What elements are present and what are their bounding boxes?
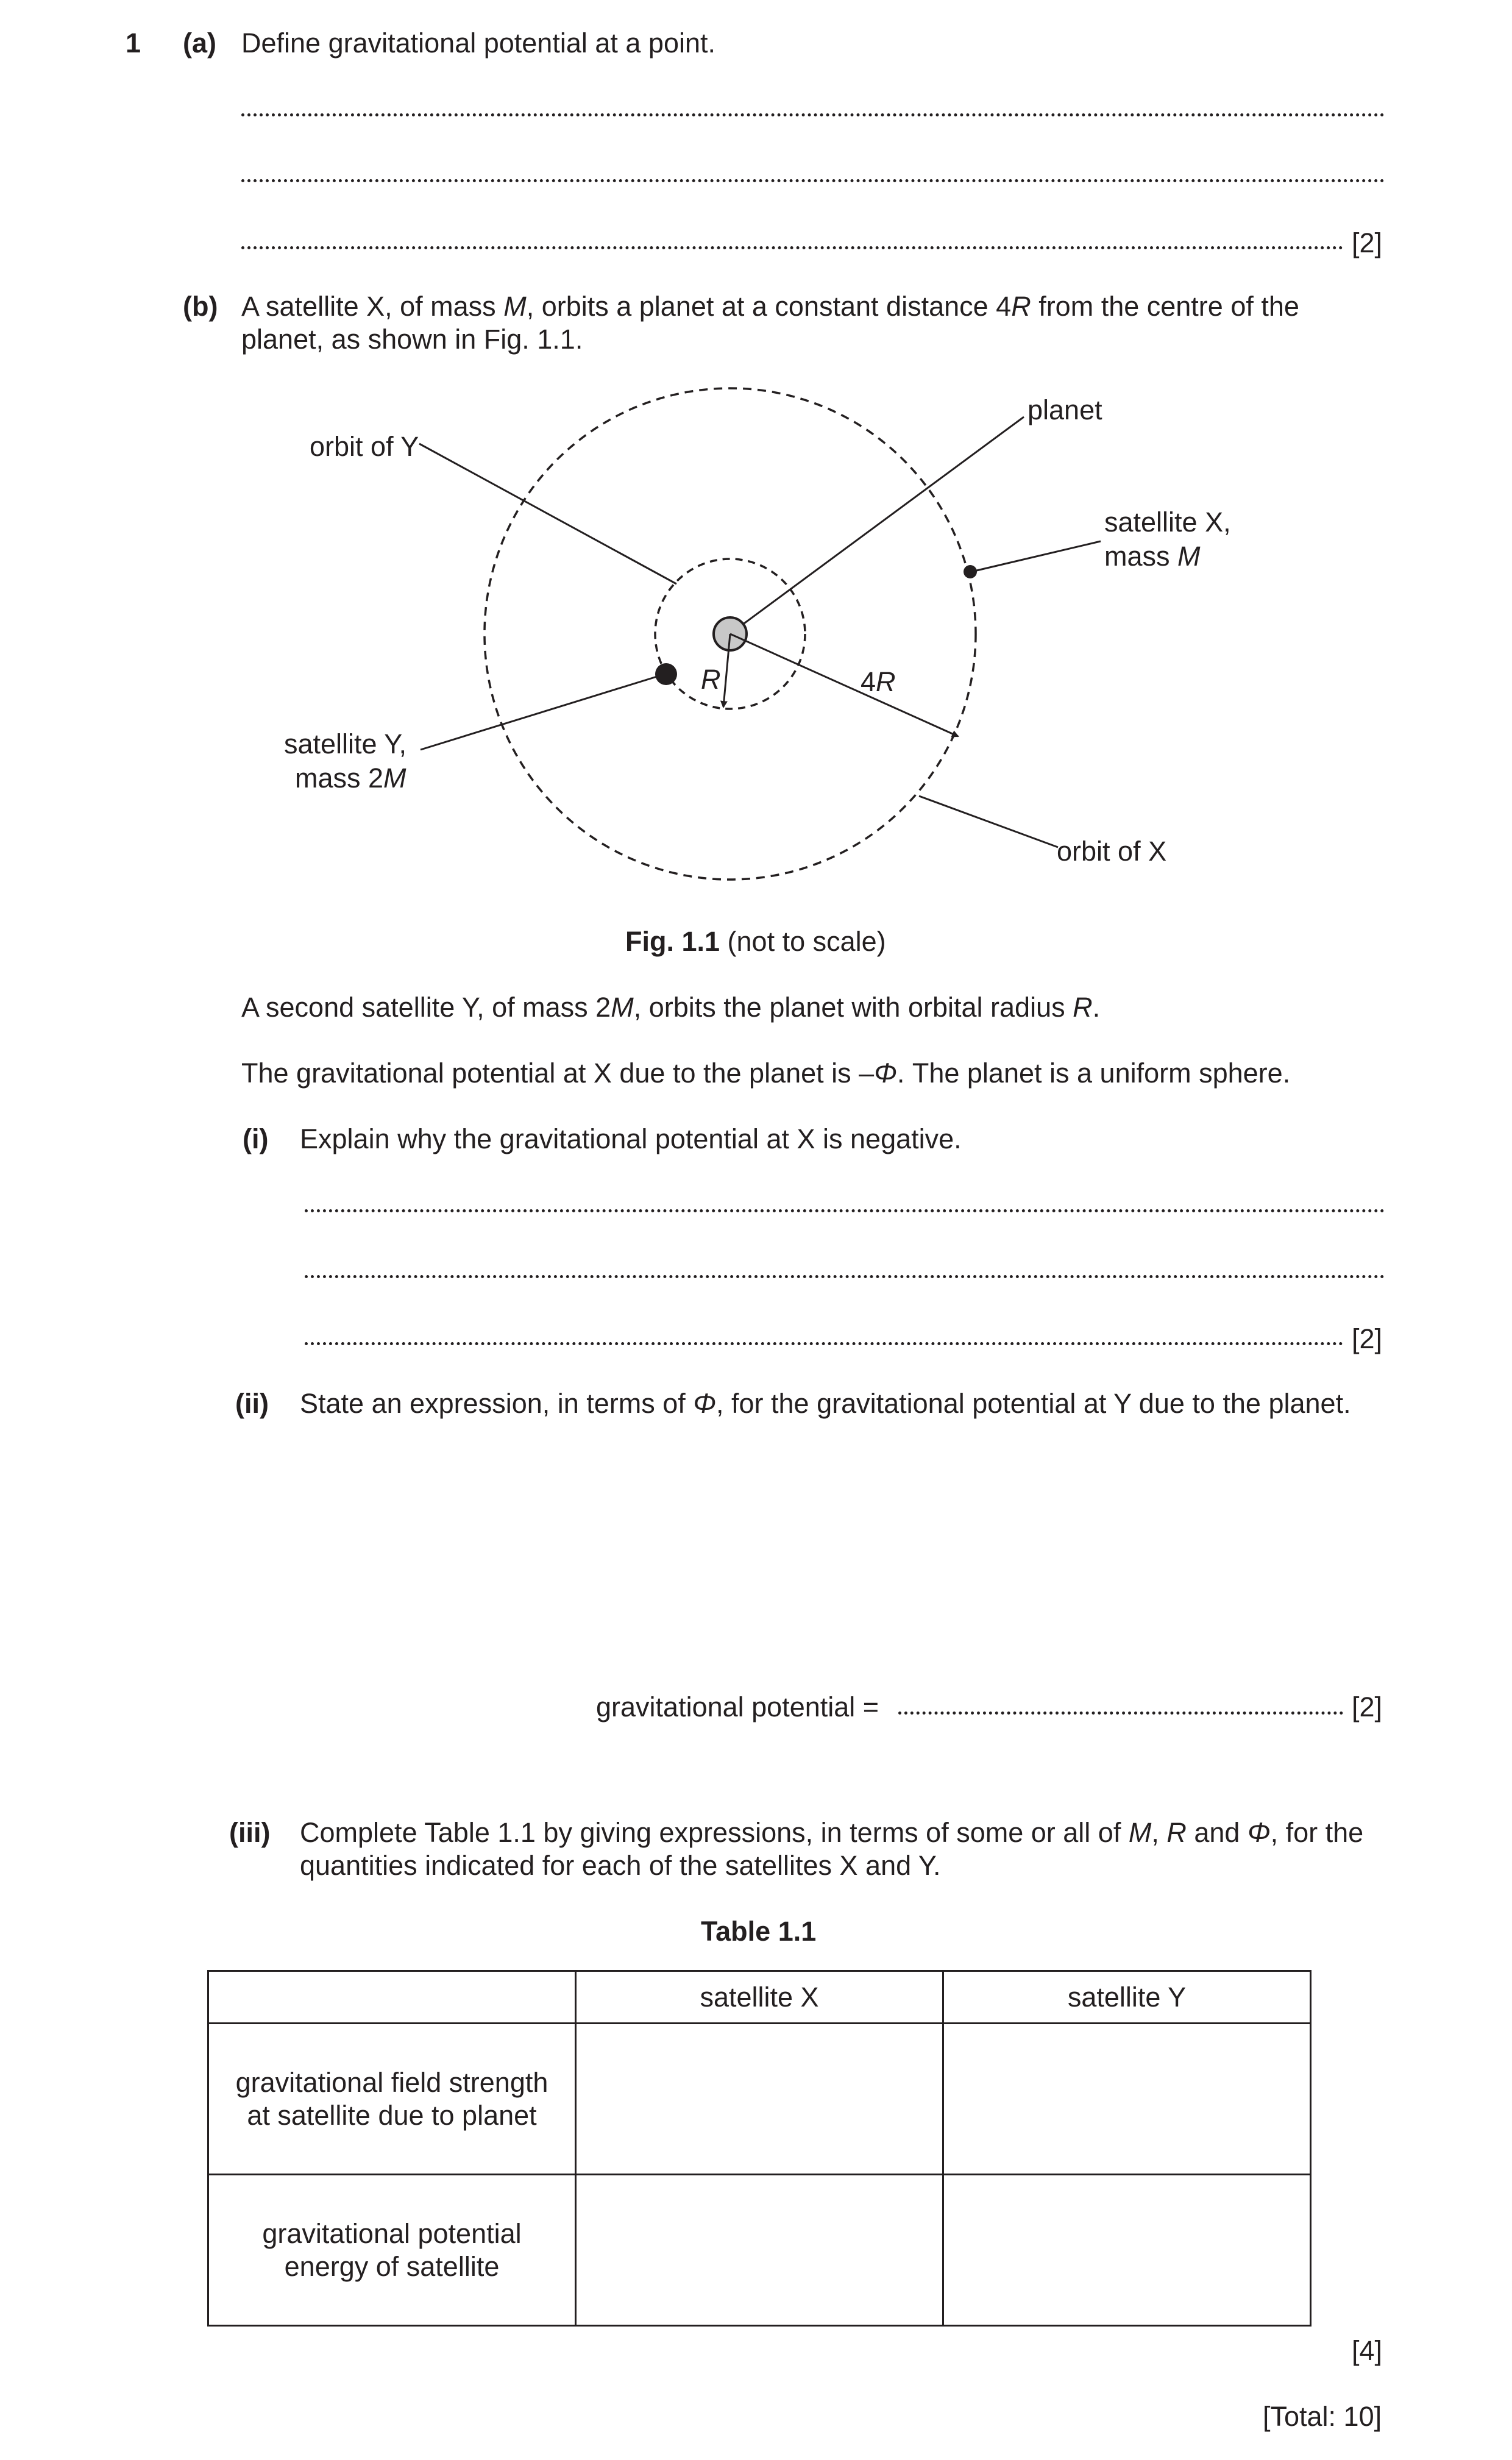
potential-text-phi: Φ [874,1058,897,1089]
question-number: 1 [126,27,141,59]
question-total: [Total: 10] [1263,2401,1382,2432]
part-b-iii-prompt-2: , for the [1270,1817,1364,1848]
label-satellite-y-1: satellite Y, [284,728,406,759]
part-b-iii-prompt-phi: Φ [1247,1817,1271,1848]
figure-caption-label: Fig. 1.1 [625,926,720,957]
leader-planet [742,417,1024,625]
table-header-row [208,1971,1311,2024]
part-b-intro-mass: M [503,291,527,322]
part-b-ii-prompt-2: , for the gravitational potential at Y due to the planet. [716,1388,1351,1419]
table-corner-cell [208,1971,576,2024]
table-row-label-potential-energy [208,2175,576,2326]
potential-text-1: The gravitational potential at X due to the planet is – [241,1058,875,1089]
part-b-i-prompt: Explain why the gravitational potential at X is negative. [300,1123,962,1154]
satellite-y-text-1: A second satellite Y, of mass 2 [241,992,611,1023]
label-satellite-x-2 [1104,541,1201,572]
part-b-ii-label: (ii) [235,1388,269,1419]
table-row-potential-energy [208,2175,1311,2326]
row2-label-line2: energy of satellite [284,2250,500,2282]
part-a-prompt: Define gravitational potential at a point. [241,27,716,59]
part-b-ii-marks: [2] [1352,1691,1383,1722]
part-b-iii-prompt [300,1816,1385,1849]
answer-line-a-1[interactable] [241,113,1385,116]
label-4r-number: 4 [861,666,876,697]
part-b-intro-text-1: A satellite X, of mass [241,291,504,322]
table-title: Table 1.1 [701,1916,817,1947]
radius-4r-arrow [730,634,958,736]
part-b-ii-prompt-phi: Φ [693,1388,716,1419]
part-b-iii-prompt-radius: R [1166,1817,1187,1848]
label-satellite-x-mass: mass [1104,541,1178,572]
satellite-y-text-2: , orbits the planet with orbital radius [633,992,1073,1023]
table-row-label-field-strength [208,2024,576,2175]
part-b-iii-prompt-and: and [1186,1817,1248,1848]
table-cell-potential-energy-x[interactable] [576,2175,943,2326]
satellite-y-text-radius: R [1073,992,1093,1023]
part-b-iii-marks: [4] [1352,2335,1383,2366]
table-header-satellite-y: satellite Y [943,1971,1311,2024]
label-planet: planet [1028,394,1102,425]
part-b-label: (b) [183,291,218,322]
part-b-iii-prompt-1: Complete Table 1.1 by giving expressions, in terms of some or all of [300,1817,1129,1848]
figure-caption [625,925,886,958]
part-b-iii-label: (iii) [229,1817,271,1848]
row1-label-line2: at satellite due to planet [247,2099,537,2131]
orbit-diagram [0,366,1512,975]
part-b-intro-text-3: from the centre of the [1031,291,1299,322]
table-cell-potential-energy-y[interactable] [943,2175,1311,2326]
part-b-ii-prompt-1: State an expression, in terms of [300,1388,694,1419]
part-a-label: (a) [183,27,216,59]
results-table [207,1970,1311,2327]
answer-line-b-i-3[interactable] [305,1342,1343,1345]
satellite-y-text-mass: M [611,992,634,1023]
part-b-iii-prompt-line2: quantities indicated for each of the satellites X and Y. [300,1850,941,1881]
table-header-satellite-x: satellite X [576,1971,943,2024]
part-b-i-label: (i) [243,1123,269,1154]
figure-caption-note: (not to scale) [720,926,886,957]
table-cell-field-strength-x[interactable] [576,2024,943,2175]
part-b-intro-radius: R [1011,291,1031,322]
potential-text-2: . The planet is a uniform sphere. [896,1058,1291,1089]
satellite-y-dot [655,663,677,685]
label-4r-symbol: R [876,666,896,697]
part-b-intro-line2: planet, as shown in Fig. 1.1. [241,324,583,355]
answer-line-b-i-1[interactable] [305,1209,1385,1212]
label-orbit-x: orbit of X [1057,836,1167,867]
label-satellite-y-2 [295,763,406,794]
leader-satellite-y [421,677,657,750]
part-b-iii-prompt-sep: , [1151,1817,1167,1848]
part-b-intro [241,290,1385,323]
label-satellite-y-symbol: M [383,763,406,794]
label-satellite-y-mass: mass 2 [295,763,384,794]
label-r: R [701,664,721,695]
leader-orbit-x [919,796,1058,847]
part-b-ii-prompt [300,1387,1351,1420]
answer-line-a-3[interactable] [241,246,1343,249]
part-b-iii-prompt-mass: M [1128,1817,1152,1848]
leader-orbit-y [419,444,676,584]
row2-label-line1: gravitational potential [262,2217,522,2249]
leader-satellite-x [971,541,1101,572]
answer-line-b-i-2[interactable] [305,1275,1385,1278]
part-b-ii-answer-label: gravitational potential = [596,1691,879,1722]
satellite-y-text [241,991,1100,1024]
label-orbit-y: orbit of Y [310,431,419,462]
potential-text [241,1057,1290,1090]
label-satellite-x-1: satellite X, [1104,507,1231,538]
label-satellite-x-symbol: M [1177,541,1201,572]
part-b-intro-text-2: , orbits a planet at a constant distance 4 [526,291,1012,322]
table-cell-field-strength-y[interactable] [943,2024,1311,2175]
row1-label-line1: gravitational field strength [235,2066,548,2098]
part-a-marks: [2] [1352,227,1383,258]
satellite-y-text-3: . [1092,992,1101,1023]
answer-line-b-ii[interactable] [898,1712,1343,1715]
label-4r [861,666,896,697]
answer-line-a-2[interactable] [241,179,1385,182]
part-b-i-marks: [2] [1352,1323,1383,1354]
table-row-field-strength [208,2024,1311,2175]
